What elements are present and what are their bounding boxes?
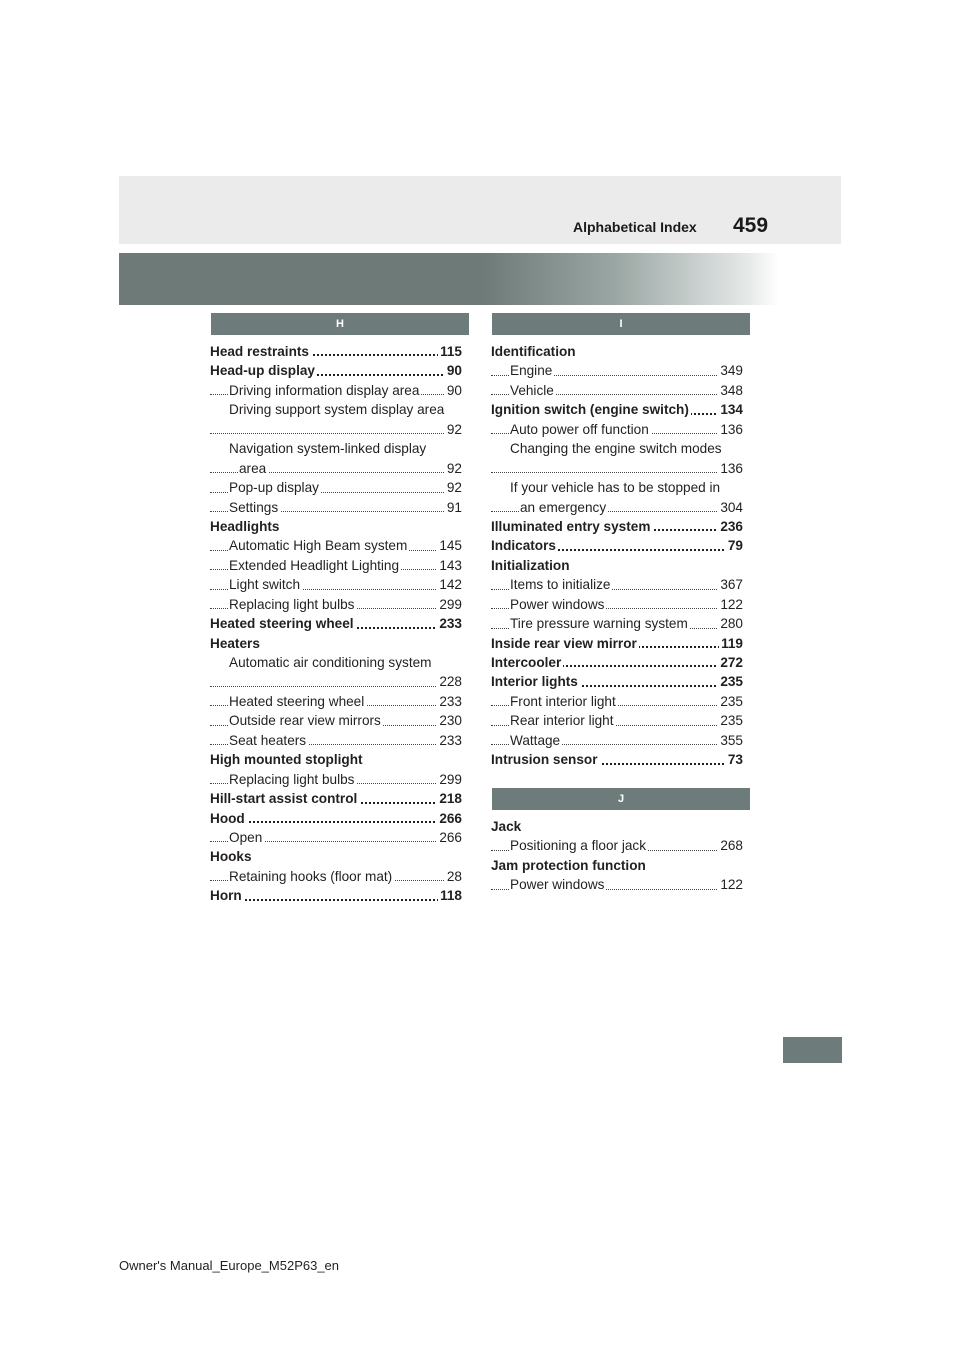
entry-page-number: 266: [437, 828, 462, 847]
entry-label: Light switch: [229, 577, 301, 593]
entry-page-number: 142: [437, 575, 462, 594]
index-subentry: [210, 498, 462, 517]
entry-label: Open: [229, 829, 263, 845]
thumb-index-tab: [783, 1037, 842, 1063]
entry-label: Wattage: [510, 732, 561, 748]
entry-page-number: 235: [718, 672, 743, 691]
entry-page-number: 355: [718, 731, 743, 750]
index-subentry: [210, 828, 462, 847]
index-entry: [491, 400, 743, 419]
index-entry: [210, 342, 462, 361]
entry-label: Replacing light bulbs: [229, 771, 355, 787]
entry-label: Jam protection function: [491, 857, 646, 873]
entry-label: Illuminated entry system: [491, 518, 651, 534]
index-subentry: [491, 381, 743, 400]
index-subentry: [491, 595, 743, 614]
index-entry: [491, 556, 743, 575]
index-entry: [210, 361, 462, 380]
entry-label: Head-up display: [210, 363, 315, 379]
entry-page-number: 122: [718, 595, 743, 614]
entry-label: Changing the engine switch modes: [510, 441, 722, 457]
index-entry: [491, 653, 743, 672]
index-subentry: [210, 575, 462, 594]
entry-label: area: [239, 460, 267, 476]
entry-page-number: 136: [718, 420, 743, 439]
entry-label: Positioning a floor jack: [510, 838, 647, 854]
index-subentry: [210, 478, 462, 497]
entry-label: Rear interior light: [510, 713, 614, 729]
index-subentry: [210, 420, 462, 439]
entry-label: Pop-up display: [229, 480, 319, 496]
entry-label: Head restraints: [210, 344, 309, 359]
entry-page-number: 91: [445, 498, 462, 517]
entry-page-number: 122: [718, 875, 743, 894]
entry-label: Hood: [210, 810, 245, 826]
entry-page-number: 134: [718, 400, 743, 419]
entry-label: Automatic High Beam system: [229, 538, 408, 554]
index-entry: [491, 672, 743, 691]
index-entry: [210, 517, 462, 536]
entry-page-number: 235: [718, 692, 743, 711]
index-subentry: [491, 439, 743, 458]
entry-page-number: 143: [437, 556, 462, 575]
entry-label: Retaining hooks (floor mat): [229, 868, 393, 884]
index-entry: [491, 342, 743, 361]
entry-page-number: 90: [445, 361, 462, 380]
index-column-left: [210, 342, 462, 906]
decorative-gradient-bar: [119, 253, 779, 305]
entry-label: Hooks: [210, 849, 252, 865]
entry-page-number: 92: [445, 478, 462, 497]
entry-label: Driving information display area: [229, 382, 420, 398]
entry-page-number: 233: [437, 614, 462, 633]
index-subentry: [491, 836, 743, 855]
entry-label: Indicators: [491, 538, 556, 554]
index-subentry: [491, 731, 743, 750]
index-subentry: [210, 381, 462, 400]
section-heading-i: I: [492, 313, 750, 335]
entry-label: Items to initialize: [510, 577, 611, 593]
entry-label: Identification: [491, 344, 576, 359]
index-subentry: [210, 439, 462, 458]
index-entry: [210, 614, 462, 633]
entry-label: Outside rear view mirrors: [229, 713, 381, 729]
entry-page-number: 90: [445, 381, 462, 400]
index-entry: [210, 634, 462, 653]
index-entry: [491, 517, 743, 536]
index-entry: [210, 809, 462, 828]
entry-page-number: 280: [718, 614, 743, 633]
entry-label: Jack: [491, 819, 522, 834]
entry-page-number: 367: [718, 575, 743, 594]
entry-page-number: 119: [719, 634, 743, 653]
index-subentry: [491, 459, 743, 478]
entry-label: Initialization: [491, 557, 570, 573]
index-subentry: [210, 459, 462, 478]
entry-label: Vehicle: [510, 382, 554, 398]
entry-label: Driving support system display area: [229, 402, 445, 418]
entry-page-number: 299: [437, 770, 462, 789]
index-entry: [491, 634, 743, 653]
entry-page-number: 145: [437, 536, 462, 555]
index-subentry: [491, 498, 743, 517]
entry-label: Heaters: [210, 635, 260, 651]
entry-label: Tire pressure warning system: [510, 616, 688, 632]
entry-page-number: 79: [726, 536, 743, 555]
entry-page-number: 73: [726, 750, 743, 769]
index-entry: [491, 536, 743, 555]
index-subentry: [210, 867, 462, 886]
index-entry: [210, 886, 462, 905]
entry-label: Power windows: [510, 596, 605, 612]
index-entry: [210, 847, 462, 866]
entry-label: Intercooler: [491, 655, 562, 670]
entry-page-number: 230: [437, 711, 462, 730]
entry-page-number: 272: [718, 653, 743, 672]
entry-label: Seat heaters: [229, 732, 307, 748]
index-entry: [491, 856, 743, 875]
entry-page-number: 118: [438, 886, 462, 905]
index-subentry: [210, 711, 462, 730]
index-entry: [210, 789, 462, 808]
index-subentry: [491, 361, 743, 380]
index-entry: [491, 817, 743, 836]
index-subentry: [491, 420, 743, 439]
entry-label: Heated steering wheel: [210, 616, 354, 632]
index-subentry: [210, 653, 462, 672]
entry-label: Headlights: [210, 518, 280, 534]
entry-label: Front interior light: [510, 693, 616, 709]
index-column-right-i: [491, 342, 743, 770]
entry-label: Ignition switch (engine switch): [491, 402, 689, 418]
index-subentry: [210, 692, 462, 711]
entry-label: Inside rear view mirror: [491, 635, 637, 651]
entry-page-number: 233: [437, 731, 462, 750]
index-subentry: [491, 711, 743, 730]
entry-page-number: 228: [437, 672, 462, 691]
index-entry: [491, 750, 743, 769]
index-subentry: [491, 875, 743, 894]
entry-label: If your vehicle has to be stopped in: [510, 480, 721, 496]
index-subentry: [210, 731, 462, 750]
entry-page-number: 28: [445, 867, 462, 886]
entry-page-number: 92: [445, 420, 462, 439]
entry-label: Horn: [210, 888, 242, 904]
entry-label: Auto power off function: [510, 421, 649, 437]
footer-manual-id: Owner's Manual_Europe_M52P63_en: [119, 1258, 340, 1273]
entry-page-number: 115: [438, 342, 462, 361]
entry-label: Hill-start assist control: [210, 791, 358, 807]
entry-page-number: 348: [718, 381, 743, 400]
entry-label: Heated steering wheel: [229, 693, 365, 709]
index-subentry: [491, 575, 743, 594]
index-subentry: [210, 536, 462, 555]
index-subentry: [210, 595, 462, 614]
entry-label: Replacing light bulbs: [229, 596, 355, 612]
entry-page-number: 235: [718, 711, 743, 730]
page-number: 459: [733, 214, 769, 237]
page-title: Alphabetical Index: [573, 219, 697, 235]
entry-page-number: 266: [437, 809, 462, 828]
entry-label: Automatic air conditioning system: [229, 655, 432, 670]
entry-label: Navigation system-linked display: [229, 441, 427, 457]
index-subentry: [491, 478, 743, 497]
section-heading-h: H: [211, 313, 469, 335]
entry-page-number: 236: [718, 517, 743, 536]
entry-label: Power windows: [510, 877, 605, 893]
entry-label: Settings: [229, 499, 279, 515]
index-column-right-j: [491, 817, 743, 895]
entry-label: Interior lights: [491, 674, 578, 690]
entry-page-number: 349: [718, 361, 743, 380]
entry-page-number: 233: [437, 692, 462, 711]
entry-page-number: 218: [437, 789, 462, 808]
section-heading-j: J: [492, 788, 750, 810]
index-subentry: [491, 692, 743, 711]
entry-label: Engine: [510, 363, 553, 379]
entry-page-number: 299: [437, 595, 462, 614]
entry-page-number: 304: [718, 498, 743, 517]
index-subentry: [210, 770, 462, 789]
entry-label: High mounted stoplight: [210, 752, 363, 768]
index-entry: [210, 750, 462, 769]
index-subentry: [210, 400, 462, 419]
entry-label: an emergency: [520, 499, 607, 515]
entry-page-number: 136: [718, 459, 743, 478]
index-subentry: [210, 556, 462, 575]
entry-label: Intrusion sensor: [491, 752, 598, 768]
entry-label: Extended Headlight Lighting: [229, 557, 400, 573]
index-subentry: [491, 614, 743, 633]
index-subentry: [210, 672, 462, 691]
entry-page-number: 268: [718, 836, 743, 855]
entry-page-number: 92: [445, 459, 462, 478]
